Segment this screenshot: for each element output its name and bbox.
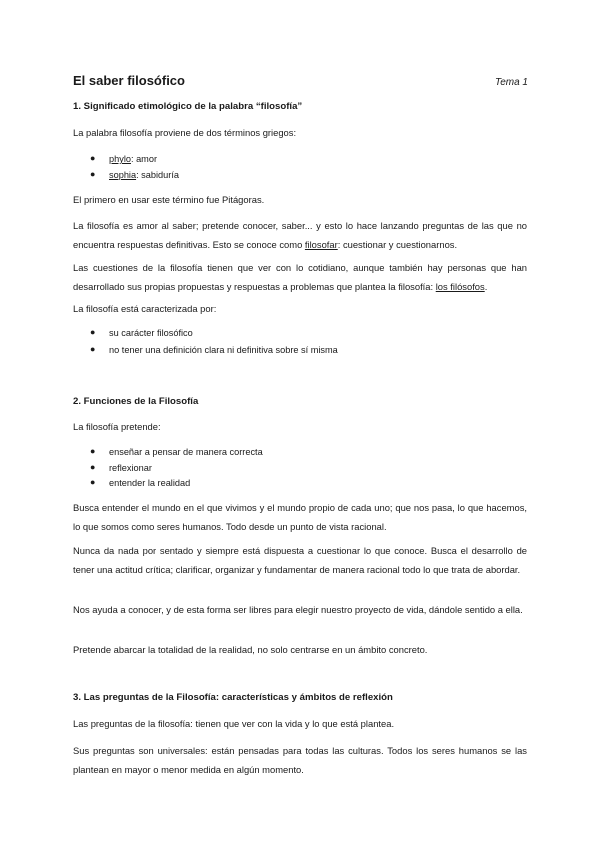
bullet-icon: ● — [90, 327, 96, 337]
section-2-paragraph: Nunca da nada por sentado y siempre está dispuesta a cuestionar lo que conoce. Busca el desarrollo de tener una actitud crítica; clarificar, organizar y fundamentar de manera racional todo lo que trata de abordar. — [73, 545, 527, 575]
section-2-paragraph: Busca entender el mundo en el que vivimos y el mundo propio de cada uno; que nos pasa, lo que hacemos, lo que somos como seres humanos. Todo desde un punto de vista racional. — [73, 502, 527, 532]
term-meaning: : amor — [130, 154, 158, 164]
function-item: entender la realidad — [109, 478, 191, 488]
section-2-intro: La filosofía pretende: — [73, 421, 161, 432]
section-2-heading: 2. Funciones de la Filosofía — [73, 396, 199, 407]
topic-label: Tema 1 — [495, 77, 528, 88]
first-use-paragraph: El primero en usar este término fue Pitágoras. — [73, 194, 265, 205]
bullet-icon: ● — [90, 462, 96, 472]
characteristic-item: no tener una definición clara ni definitiva sobre sí misma — [109, 345, 338, 355]
function-item: reflexionar — [109, 463, 152, 473]
section-2-paragraph: Pretende abarcar la totalidad de la realidad, no solo centrarse en un ámbito concreto. — [73, 644, 428, 655]
section-3-paragraph: Sus preguntas son universales: están pensadas para todas las culturas. Todos los seres humanos se las plantean en mayor o menor medida en algún momento. — [73, 745, 527, 775]
definition-text: La filosofía es amor al saber; pretende conocer, saber... y esto lo hace lanzando preguntas de las que no encuentra respuestas definitivas. Esto se conoce como — [73, 220, 527, 250]
section-1-heading: 1. Significado etimológico de la palabra “filosofía” — [73, 101, 303, 112]
term-sophia: sophia — [109, 170, 137, 180]
bullet-icon: ● — [90, 153, 96, 163]
definition-text-end: : cuestionar y cuestionarnos. — [337, 239, 458, 250]
section-3-paragraph: Las preguntas de la filosofía: tienen que ver con la vida y lo que está plantea. — [73, 718, 395, 729]
definition-paragraph — [73, 216, 527, 254]
philosophers-term: los filósofos — [435, 281, 485, 292]
section-2-paragraph: Nos ayuda a conocer, y de esta forma ser libres para elegir nuestro proyecto de vida, dándole sentido a ella. — [73, 604, 523, 615]
questions-text-end: . — [484, 281, 488, 292]
characteristic-item: su carácter filosófico — [109, 328, 193, 338]
bullet-icon: ● — [90, 169, 96, 179]
bullet-icon: ● — [90, 344, 96, 354]
document-title: El saber filosófico — [73, 73, 185, 88]
characteristics-intro: La filosofía está caracterizada por: — [73, 303, 217, 314]
filosofar-term: filosofar — [304, 239, 338, 250]
section-1-intro: La palabra filosofía proviene de dos términos griegos: — [73, 127, 297, 138]
bullet-icon: ● — [90, 477, 96, 487]
questions-paragraph — [73, 258, 527, 296]
questions-text: Las cuestiones de la filosofía tienen que ver con lo cotidiano, aunque también hay personas que han desarrollado sus propias propuestas y respuestas a problemas que plantea la filosofía: — [73, 262, 527, 292]
term-meaning: : sabiduría — [136, 170, 179, 180]
term-phylo: phylo — [109, 154, 131, 164]
term-item — [109, 154, 157, 164]
bullet-icon: ● — [90, 446, 96, 456]
section-3-heading: 3. Las preguntas de la Filosofía: características y ámbitos de reflexión — [73, 692, 393, 703]
term-item — [109, 170, 179, 180]
function-item: enseñar a pensar de manera correcta — [109, 447, 263, 457]
